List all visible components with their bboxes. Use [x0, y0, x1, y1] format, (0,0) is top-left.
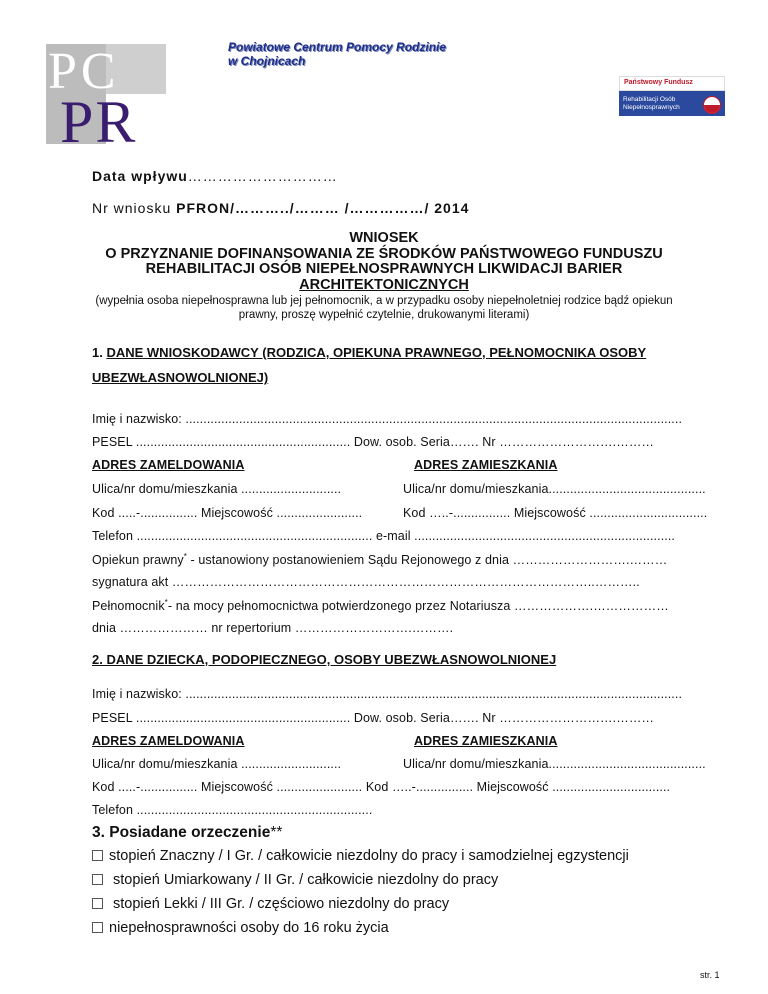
pfron-emblem-icon [703, 96, 721, 114]
fill-instructions: (wypełnia osoba niepełnosprawna lub jej pełnomocnik, a w przypadku osoby niepełnoletniej rodzice bądź opiekun prawny, proszę wypełnić czytelnie, drukowanymi literami) [95, 295, 673, 321]
proxy-field[interactable]: Pełnomocnik*- na mocy pełnomocnictwa potwierdzonego przez Notariusza ……………….……………… [92, 598, 669, 614]
checkbox-icon[interactable] [92, 850, 103, 861]
applicant-name-field[interactable]: Imię i nazwisko: ........................................................................................................................................... [92, 412, 683, 426]
pcpr-logo [46, 43, 166, 155]
phone-email-field[interactable]: Telefon .................................................................. e-mail ......................................................................... [92, 529, 675, 543]
pfron-logo: Państwowy Fundusz Rehabilitacji Osób Niepełnosprawnych [619, 76, 725, 116]
child-name-field[interactable]: Imię i nazwisko: ........................................................................................................................................... [92, 687, 683, 701]
section1-heading-cont: UBEZWŁASNOWOLNIONEJ) [92, 370, 269, 385]
registered-postcode-field[interactable]: Kod .....-................ Miejscowość ........................ [92, 506, 363, 520]
child-registered-street-field[interactable]: Ulica/nr domu/mieszkania ............................ [92, 757, 342, 771]
document-title: WNIOSEK O PRZYZNANIE DOFINANSOWANIA ZE ŚRODKÓW PAŃSTWOWEGO FUNDUSZU REHABILITACJI OSÓB NIEPEŁNOSPRAWNYCH LIKWIDACJI BARIER ARCHITEKTONICZNYCH [105, 230, 663, 293]
organization-name: Powiatowe Centrum Pomocy Rodzinie w Chojnicach [228, 40, 447, 68]
receipt-date: Data wpływu………………………… [92, 168, 338, 184]
child-pesel-field[interactable]: PESEL ............................................................ Dow. osob. Seria……. Nr ……………………….……… [92, 711, 655, 725]
checkbox-icon[interactable] [92, 898, 103, 909]
case-number-field[interactable]: sygnatura akt ………………………………………………………………………………………..……….. [92, 575, 640, 589]
page-number: str. 1 [700, 970, 720, 980]
checkbox-icon[interactable] [92, 874, 103, 885]
option-light[interactable]: stopień Lekki / III Gr. / częściowo niezdolny do pracy [92, 896, 449, 912]
logo-text-top: PC [48, 43, 120, 100]
child-residence-address-heading: ADRES ZAMIESZKANIA [414, 734, 558, 748]
applicant-pesel-field[interactable]: PESEL ............................................................ Dow. osob. Seria……. Nr ……………………….……… [92, 435, 655, 449]
option-significant[interactable]: stopień Znaczny / I Gr. / całkowicie niezdolny do pracy i samodzielnej egzystencji [92, 848, 629, 864]
child-postcode-field[interactable]: Kod .....-................ Miejscowość ........................ Kod …..-................ Miejscowość ................................. [92, 780, 671, 794]
option-moderate[interactable]: stopień Umiarkowany / II Gr. / całkowicie niezdolny do pracy [92, 872, 498, 888]
child-registered-address-heading: ADRES ZAMELDOWANIA [92, 734, 245, 748]
section2-heading: 2. DANE DZIECKA, PODOPIECZNEGO, OSOBY UBEZWŁASNOWOLNIONEJ [92, 652, 557, 667]
repertory-field[interactable]: dnia ………………… nr repertorium ……………………….………. [92, 621, 454, 635]
residence-address-heading: ADRES ZAMIESZKANIA [414, 458, 558, 472]
logo-text-bottom: PR [60, 89, 138, 155]
child-residence-street-field[interactable]: Ulica/nr domu/mieszkania............................................ [403, 757, 706, 771]
application-number: Nr wniosku PFRON/………../……… /……………/ 2014 [92, 200, 470, 216]
guardian-field[interactable]: Opiekun prawny* - ustanowiony postanowieniem Sądu Rejonowego z dnia ……………………….……… [92, 552, 668, 568]
residence-street-field[interactable]: Ulica/nr domu/mieszkania............................................ [403, 482, 706, 496]
residence-postcode-field[interactable]: Kod …..-................ Miejscowość ................................. [403, 506, 708, 520]
section3-heading: 3. Posiadane orzeczenie** [92, 824, 283, 841]
registered-street-field[interactable]: Ulica/nr domu/mieszkania ............................ [92, 482, 342, 496]
option-under-16[interactable]: niepełnosprawności osoby do 16 roku życia [92, 920, 389, 936]
registered-address-heading: ADRES ZAMELDOWANIA [92, 458, 245, 472]
child-phone-field[interactable]: Telefon .................................................................. [92, 803, 373, 817]
checkbox-icon[interactable] [92, 922, 103, 933]
section1-heading: 1. DANE WNIOSKODAWCY (RODZICA, OPIEKUNA PRAWNEGO, PEŁNOMOCNIKA OSOBY [92, 345, 647, 360]
